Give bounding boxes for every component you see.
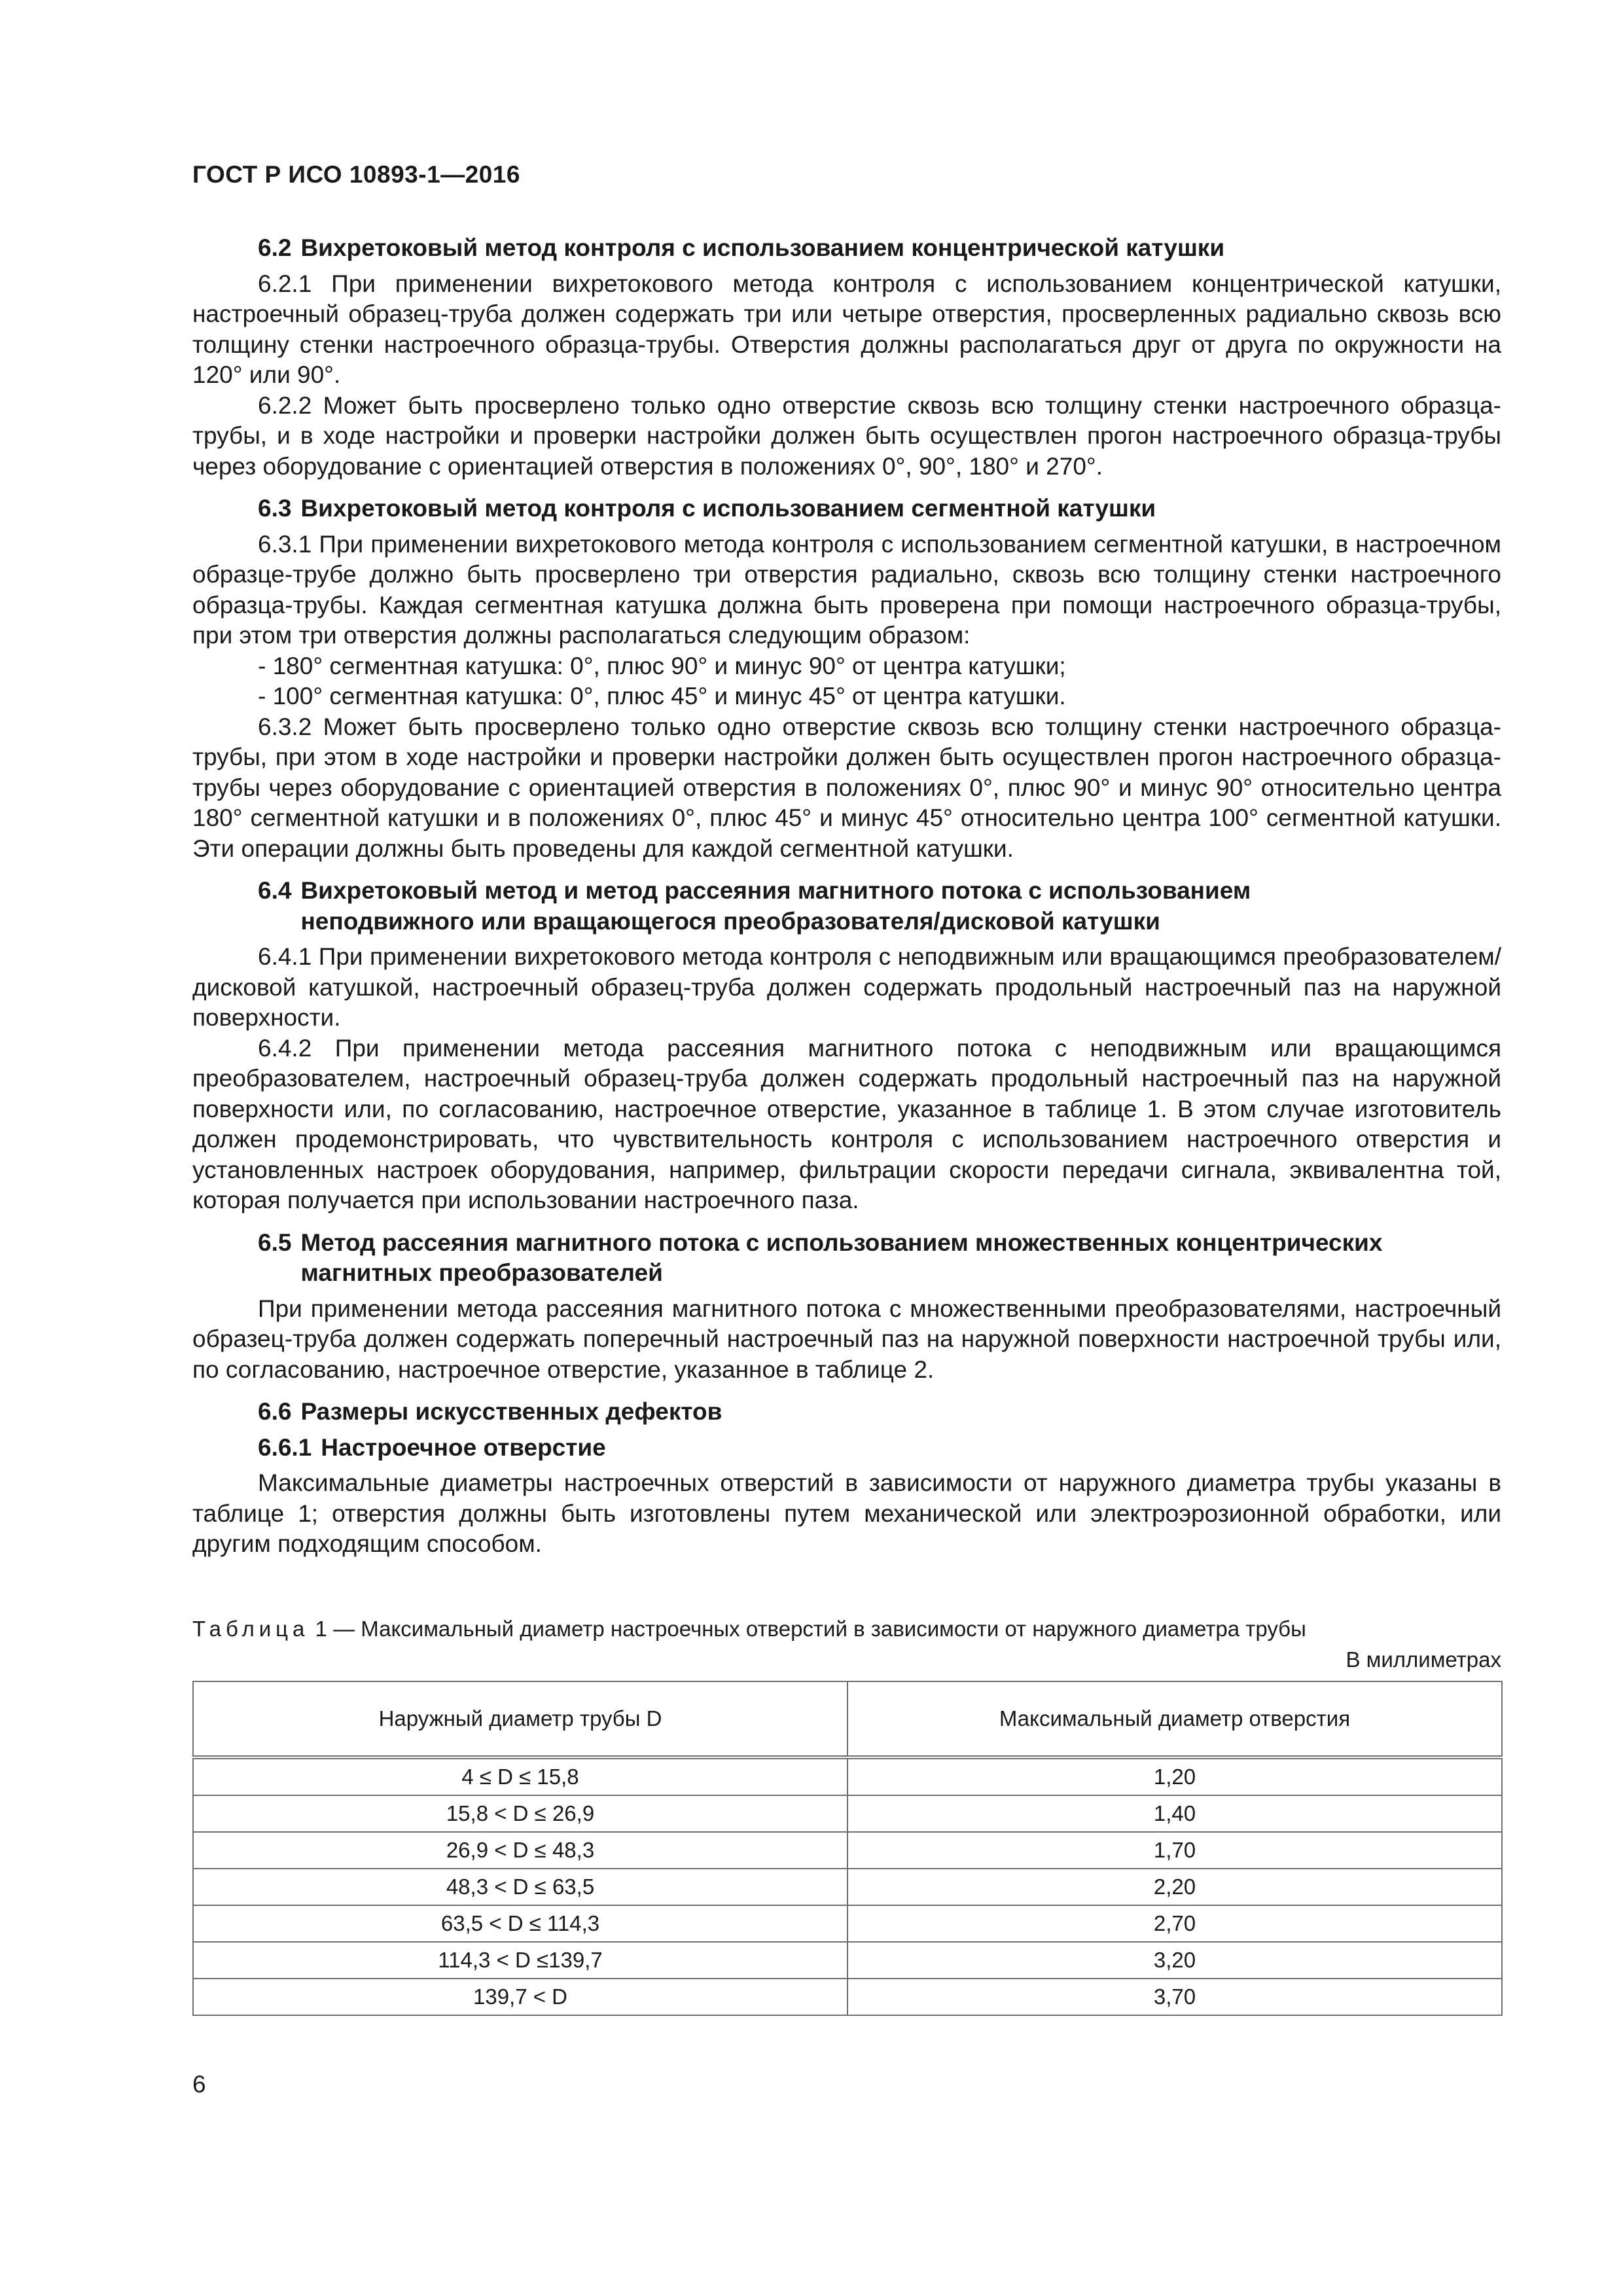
section-number: 6.6.1 bbox=[258, 1433, 312, 1461]
caption-text: 1 — Максимальный диаметр настроечных отверстий в зависимости от наружного диаметра трубы bbox=[309, 1617, 1306, 1641]
section-title: Настроечное отверстие bbox=[321, 1433, 606, 1461]
table-row bbox=[193, 1869, 1502, 1905]
caption-label: Таблица bbox=[192, 1617, 310, 1641]
table-cell: 3,20 bbox=[847, 1942, 1502, 1979]
table-header-row bbox=[193, 1681, 1502, 1757]
paragraph-6-2-2: 6.2.2 Может быть просверлено только одно отверстие сквозь всю толщину стенки настроечного образца-трубы, и в ходе настройки и проверки настройки должен быть осуществлен прогон настроечного образца-трубы через оборудование с ориентацией отверстия в положениях 0°, 90°, 180° и 270°. bbox=[192, 391, 1501, 480]
section-number: 6.6 bbox=[258, 1398, 292, 1425]
paragraph-6-6-1: Максимальные диаметры настроечных отверстий в зависимости от наружного диаметра трубы указаны в таблице 1; отверстия должны быть изготовлены путем механической или электроэрозионной обработки, или другим подходящим способом. bbox=[192, 1469, 1501, 1557]
document-body bbox=[192, 230, 1501, 1560]
table-cell: 48,3 < D ≤ 63,5 bbox=[193, 1869, 847, 1905]
column-header-outer-diameter: Наружный диаметр трубы D bbox=[193, 1681, 847, 1757]
table-cell: 1,40 bbox=[847, 1795, 1502, 1832]
section-6-5-heading bbox=[192, 1228, 1501, 1289]
paragraph-6-5: При применении метода рассеяния магнитного потока с множественными преобразователями, настроечный образец-труба должен содержать поперечный настроечный паз на наружной поверхности настроечной трубы или, по согласованию, настроечное отверстие, указанное в таблице 2. bbox=[192, 1295, 1501, 1383]
table-cell: 139,7 < D bbox=[193, 1979, 847, 2015]
list-item: - 180° сегментная катушка: 0°, плюс 90° и минус 90° от центра катушки; bbox=[258, 652, 1066, 679]
table-cell: 2,20 bbox=[847, 1869, 1502, 1905]
section-title: Вихретоковый метод и метод рассеяния магнитного потока с использованием неподвижного или вращающегося преобразователя/дисковой катушки bbox=[300, 877, 1251, 935]
section-6-3-heading bbox=[192, 493, 1501, 524]
section-title: Метод рассеяния магнитного потока с использованием множественных концентрических магнитных преобразователей bbox=[300, 1229, 1383, 1286]
table-cell: 2,70 bbox=[847, 1905, 1502, 1942]
section-6-6-heading bbox=[192, 1397, 1501, 1427]
paragraph-6-3-2: 6.3.2 Может быть просверлено только одно отверстие сквозь всю толщину стенки настроечного образца-трубы, при этом в ходе настройки и проверки настройки должен быть осуществлен прогон настроечного образца-трубы через оборудование с ориентацией отверстия в положениях 0°, плюс 90° и минус 90° относительно центра 180° сегментной катушки и в положениях 0°, плюс 45° и минус 45° относительно центра 100° сегментной катушки. Эти операции должны быть проведены для каждой сегментной катушки. bbox=[192, 713, 1501, 862]
table-cell: 63,5 < D ≤ 114,3 bbox=[193, 1905, 847, 1942]
table-cell: 114,3 < D ≤139,7 bbox=[193, 1942, 847, 1979]
table-1-caption bbox=[192, 1615, 1501, 1643]
section-6-4-heading bbox=[192, 876, 1501, 937]
table-cell: 26,9 < D ≤ 48,3 bbox=[193, 1832, 847, 1869]
section-title: Вихретоковый метод контроля с использованием сегментной катушки bbox=[300, 495, 1156, 522]
table-1 bbox=[192, 1681, 1503, 2016]
section-6-2-heading bbox=[192, 233, 1501, 264]
table-cell: 3,70 bbox=[847, 1979, 1502, 2015]
segment-coil-list bbox=[192, 651, 1501, 712]
section-title: Вихретоковый метод контроля с использованием концентрической катушки bbox=[300, 234, 1225, 261]
table-cell: 4 ≤ D ≤ 15,8 bbox=[193, 1757, 847, 1795]
section-number: 6.5 bbox=[258, 1229, 292, 1256]
standard-code-header: ГОСТ Р ИСО 10893-1—2016 bbox=[192, 161, 520, 188]
paragraph-6-4-2: 6.4.2 При применении метода рассеяния магнитного потока с неподвижным или вращающимся преобразователем, настроечный образец-труба должен содержать продольный настроечный паз на наружной поверхности или, по согласованию, настроечное отверстие, указанное в таблице 1. В этом случае изготовитель должен продемонстрировать, что чувствительность контроля с использованием настроечного отверстия и установленных настроек оборудования, например, фильтрации скорости передачи сигнала, эквивалентна той, которая получается при использовании настроечного паза. bbox=[192, 1034, 1501, 1213]
table-cell: 1,20 bbox=[847, 1757, 1502, 1795]
table-row bbox=[193, 1979, 1502, 2015]
paragraph-6-4-1: 6.4.1 При применении вихретокового метода контроля с неподвижным или вращающимся преобразователем/дисковой катушкой, настроечный образец-труба должен содержать продольный настроечный паз на наружной поверхности. bbox=[192, 943, 1501, 1031]
section-6-6-1-heading bbox=[192, 1433, 1501, 1463]
list-item: - 100° сегментная катушка: 0°, плюс 45° и минус 45° от центра катушки. bbox=[258, 683, 1066, 709]
section-number: 6.3 bbox=[258, 495, 292, 522]
table-row bbox=[193, 1942, 1502, 1979]
section-number: 6.2 bbox=[258, 234, 292, 261]
table-row bbox=[193, 1757, 1502, 1795]
table-row bbox=[193, 1905, 1502, 1942]
page-number: 6 bbox=[192, 2071, 206, 2098]
table-cell: 15,8 < D ≤ 26,9 bbox=[193, 1795, 847, 1832]
table-row bbox=[193, 1832, 1502, 1869]
section-number: 6.4 bbox=[258, 877, 292, 904]
table-1-unit: В миллиметрах bbox=[1346, 1647, 1501, 1672]
section-title: Размеры искусственных дефектов bbox=[300, 1398, 722, 1425]
paragraph-6-2-1: 6.2.1 При применении вихретокового метода контроля с использованием концентрической катушки, настроечный образец-труба должен содержать три или четыре отверстия, просверленных радиально сквозь всю толщину стенки настроечного образца-трубы. Отверстия должны располагаться друг от друга по окружности на 120° или 90°. bbox=[192, 270, 1501, 388]
table-row bbox=[193, 1795, 1502, 1832]
table-cell: 1,70 bbox=[847, 1832, 1502, 1869]
column-header-max-hole-diameter: Максимальный диаметр отверстия bbox=[847, 1681, 1502, 1757]
paragraph-6-3-1: 6.3.1 При применении вихретокового метода контроля с использованием сегментной катушки, в настроечном образце-трубе должно быть просверлено три отверстия радиально, сквозь всю толщину стенки настроечного образца-трубы. Каждая сегментная катушка должна быть проверена при помощи настроечного образца-трубы, при этом три отверстия должны располагаться следующим образом: bbox=[192, 530, 1501, 649]
